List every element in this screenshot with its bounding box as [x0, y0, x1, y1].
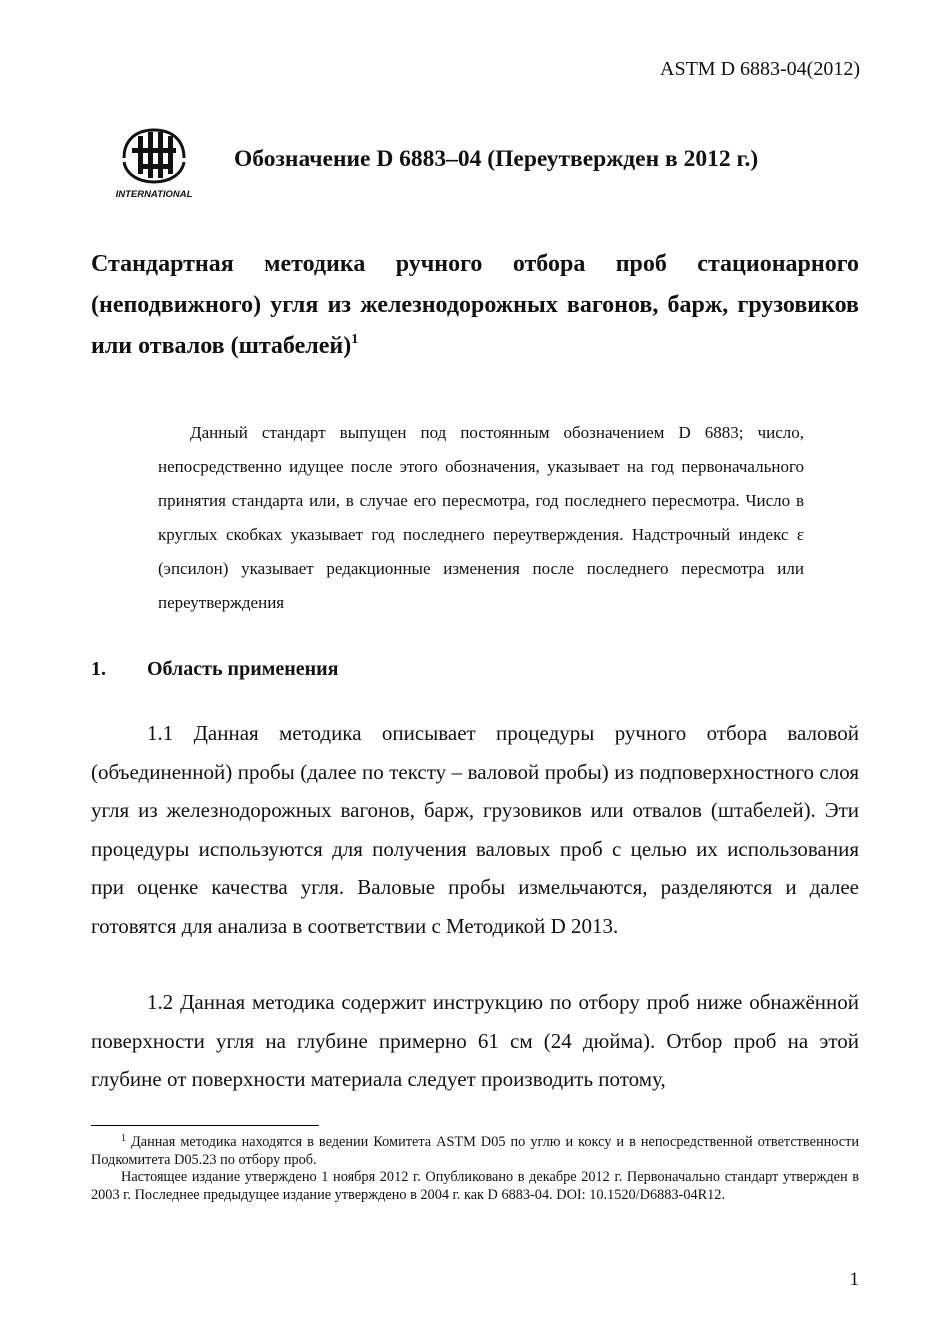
astm-logo: [108, 126, 200, 202]
footnotes: [91, 1134, 859, 1204]
standard-title: [91, 244, 859, 367]
document-code: ASTM D 6883-04(2012): [660, 58, 860, 80]
footnote-2: Настоящее издание утверждено 1 ноября 2012 г. Опубликовано в декабре 2012 г. Первоначально стандарт утвержден в 2003 г. Последнее предыдущее издание утверждено в 2004 г. как D 6883-04. DOI: 10.1520/D6883-04R12.: [91, 1169, 859, 1203]
page-number: 1: [849, 1269, 859, 1290]
paragraph-1-1: 1.1 Данная методика описывает процедуры ручного отбора валовой (объединенной) пробы (далее по тексту – валовой пробы) из подповерхностного слоя угля из железнодорожных вагонов, барж, грузовиков или отвалов (штабелей). Эти процедуры используются для получения валовых проб с целью их использования при оценке качества угля. Валовые пробы измельчаются, разделяются и далее готовятся для анализа в соответствии с Методикой D 2013.: [91, 721, 859, 938]
footnote-1-text: Данная методика находятся в ведении Комитета ASTM D05 по углю и коксу и в непосредственной ответственности Подкомитета D05.23 по отбору проб.: [91, 1134, 859, 1168]
standard-title-text: Стандартная методика ручного отбора проб стационарного (неподвижного) угля из железнодорожных вагонов, барж, грузовиков или отвалов (штабелей): [91, 251, 859, 359]
svg-text:INTERNATIONAL: INTERNATIONAL: [115, 189, 193, 200]
designation-heading: Обозначение D 6883–04 (Переутвержден в 2012 г.): [234, 146, 759, 172]
footnote-marker: 1: [121, 1133, 126, 1144]
standard-notice: Данный стандарт выпущен под постоянным обозначением D 6883; число, непосредственно идущее после этого обозначения, указывает на год первоначального принятия стандарта или, в случае его пересмотра, год последнего пересмотра. Число в круглых скобках указывает год последнего переутверждения. Надстрочный индекс ε (эпсилон) указывает редакционные изменения после последнего пересмотра или переутверждения: [158, 423, 804, 612]
section-heading: [91, 658, 339, 681]
paragraph-1-2: 1.2 Данная методика содержит инструкцию по отбору проб ниже обнажённой поверхности угля на глубине примерно 61 см (24 дюйма). Отбор проб на этой глубине от поверхности материала следует производить потому,: [91, 990, 859, 1091]
title-footnote-ref: 1: [351, 332, 359, 347]
footnote-1: [91, 1134, 859, 1169]
section-number: 1.: [91, 658, 106, 680]
section-title: Область применения: [147, 658, 339, 680]
footnote-divider: [91, 1125, 319, 1126]
